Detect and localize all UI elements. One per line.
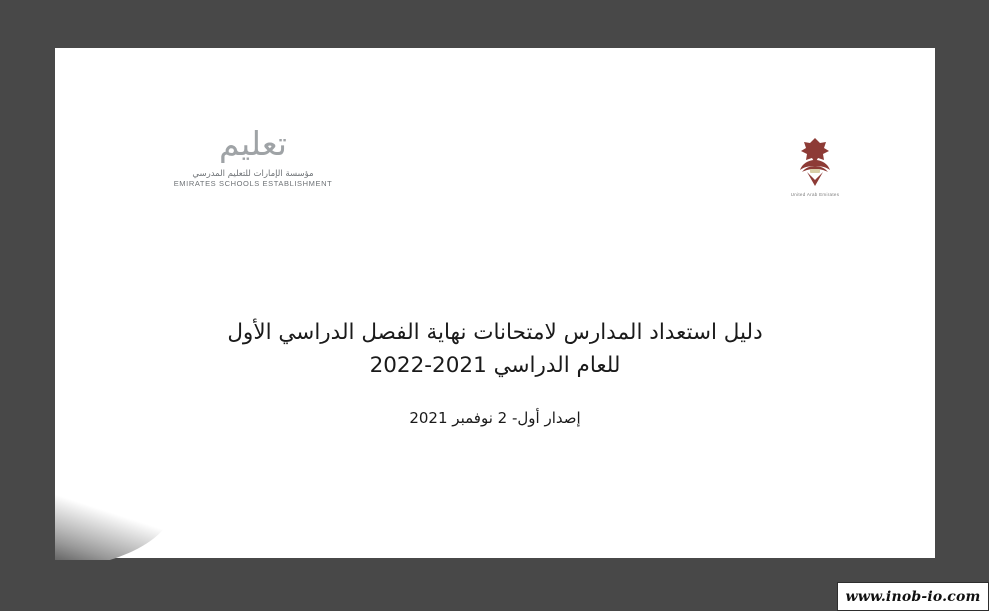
page-title-line-1: دليل استعداد المدارس لامتحانات نهاية الفصل الدراسي الأول xyxy=(227,320,763,345)
ese-logo-arabic-name: مؤسسة الإمارات للتعليم المدرسي xyxy=(192,169,314,180)
document-title-block xyxy=(145,316,845,427)
ese-logo xyxy=(163,126,343,188)
uae-emblem xyxy=(770,136,860,197)
uae-emblem-caption: United Arab Emirates xyxy=(790,192,840,197)
uae-falcon-emblem-icon xyxy=(793,136,837,188)
watermark-text: www.inob-io.com xyxy=(845,588,981,605)
watermark-bar xyxy=(837,582,989,611)
ese-calligraphy-icon: تعليم xyxy=(219,124,287,163)
ese-logo-english-name: EMIRATES SCHOOLS ESTABLISHMENT xyxy=(173,179,333,189)
page-subtitle: إصدار أول- 2 نوفمبر 2021 xyxy=(409,408,581,427)
page-title-line-2: للعام الدراسي 2021-2022 xyxy=(369,353,621,379)
document-page xyxy=(55,48,935,558)
